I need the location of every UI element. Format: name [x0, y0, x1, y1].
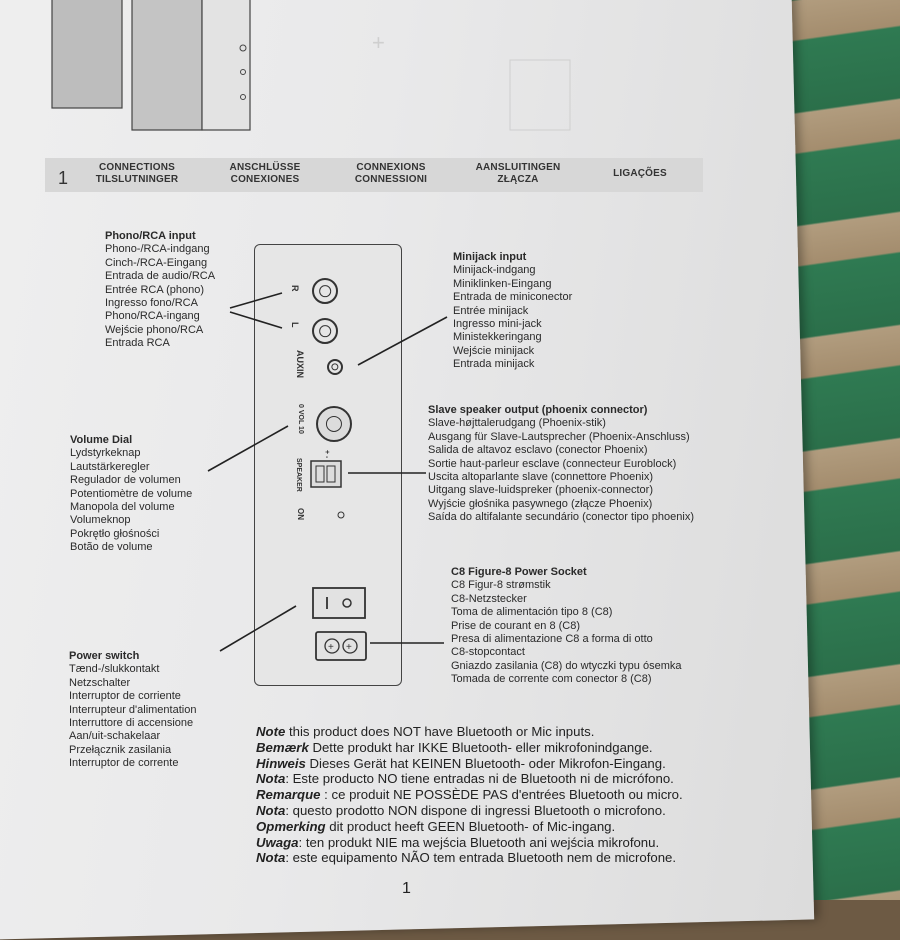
volume-line: Lautstärkeregler [70, 460, 150, 473]
section-number: 1 [58, 168, 69, 188]
phono-line: Wejście phono/RCA [105, 323, 204, 336]
note-line: Nota: este equipamento NÃO tem entrada Bluetooth nem de microfone. [256, 850, 677, 866]
svg-text:+: + [346, 642, 352, 653]
slave-line: Slave-højttalerudgang (Phoenix-stik) [428, 417, 606, 430]
header-col-connexions: CONNEXIONS CONNESSIONI [354, 162, 428, 185]
note-line: Uwaga: ten produkt NIE ma wejścia Bluetooth ani wejścia mikrofonu. [256, 834, 660, 850]
minijack-line: Entrée minijack [453, 304, 529, 317]
c8-line: Prise de courant en 8 (C8) [451, 619, 581, 632]
volume-title: Volume Dial [70, 434, 133, 446]
svg-text:+: + [328, 642, 334, 653]
slave-line: Sortie haut-parleur esclave (connecteur Euroblock) [428, 457, 677, 470]
note-line: Remarque : ce produit NE POSSÈDE PAS d'entrées Bluetooth ou micro. [256, 787, 683, 803]
minijack-line: Minijack-indgang [453, 264, 536, 277]
phono-line: Ingresso fono/RCA [105, 297, 198, 310]
volume-line: Pokrętło głośności [70, 527, 160, 540]
minijack-line: Wejście minijack [453, 344, 535, 357]
phono-title: Phono/RCA input [105, 230, 196, 242]
power-line: Tænd-/slukkontakt [69, 663, 160, 676]
power-line: Interruptor de corriente [69, 690, 181, 703]
c8-line: Gniazdo zasilania (C8) do wtyczki typu ósemka [451, 659, 682, 672]
power-line: Interruttore di accensione [69, 717, 194, 730]
header-col-anschlusse: ANSCHLÜSSE CONEXIONES [229, 162, 301, 185]
power-line: Przełącznik zasilania [69, 743, 172, 756]
minijack-line: Ministekkeringang [453, 331, 542, 344]
label-on: ON [296, 508, 305, 520]
label-r: R [290, 285, 300, 292]
phono-line: Entrada RCA [105, 337, 170, 350]
slave-line: Uscita altoparlante slave (connettore Phoenix) [428, 471, 654, 484]
power-line: Interruptor de corrente [69, 757, 179, 770]
c8-line: C8 Figur-8 strømstik [451, 579, 551, 592]
note-line: Nota: Este producto NO tiene entradas ni de Bluetooth ni de micrófono. [256, 771, 674, 787]
minijack-line: Entrada minijack [453, 358, 535, 371]
phono-line: Phono/RCA-ingang [105, 310, 200, 323]
header-col-aansluitingen: AANSLUITINGEN ZŁĄCZA [475, 162, 561, 185]
volume-line: Potentiomètre de volume [70, 487, 193, 500]
power-line: Interrupteur d'alimentation [69, 703, 197, 716]
c8-line: Tomada de corrente com conector 8 (C8) [451, 673, 652, 686]
phono-line: Cinch-/RCA-Eingang [105, 256, 208, 269]
note-line: Nota: questo prodotto NON dispone di ingressi Bluetooth o microfono. [256, 802, 666, 818]
phono-line: Phono-/RCA-indgang [105, 243, 210, 256]
volume-line: Regulador de volumen [70, 474, 181, 487]
power-title: Power switch [69, 650, 140, 662]
label-auxin: AUXIN [295, 350, 305, 379]
c8-line: C8-stopcontact [451, 646, 525, 659]
volume-line: Volumeknop [70, 514, 131, 527]
note-line: Note this product does NOT have Bluetooth or Mic inputs. [256, 724, 595, 739]
slave-line: Uitgang slave-luidspreker (phoenix-connector) [428, 484, 654, 497]
minijack-title: Minijack input [453, 251, 527, 263]
minijack-line: Ingresso mini-jack [453, 318, 542, 331]
volume-line: Manopola del volume [70, 501, 175, 514]
note-line: Hinweis Dieses Gerät hat KEINEN Bluetooth- oder Mikrofon-Eingang. [256, 755, 666, 771]
header-col-ligacoes: LIGAÇÕES [613, 168, 667, 179]
minijack-line: Entrada de miniconector [453, 291, 573, 304]
volume-line: Lydstyrkeknap [70, 447, 141, 460]
power-line: Netzschalter [69, 676, 131, 689]
header-col-connections: CONNECTIONS TILSLUTNINGER [95, 162, 179, 185]
slave-title: Slave speaker output (phoenix connector) [428, 404, 648, 416]
c8-line: Toma de alimentación tipo 8 (C8) [451, 606, 613, 619]
slave-line: Wyjście głośnika pasywnego (złącze Phoenix) [428, 497, 653, 510]
volume-line: Botão de volume [70, 541, 153, 554]
note-line: Opmerking dit product heeft GEEN Bluetooth- of Mic-ingang. [256, 818, 616, 834]
slave-line: Salida de altavoz esclavo (conector Phoenix) [428, 444, 648, 457]
phono-line: Entrée RCA (phono) [105, 283, 205, 296]
slave-line: Saída do altifalante secundário (conector tipo phoenix) [428, 511, 695, 524]
power-line: Aan/uit-schakelaar [69, 730, 161, 743]
label-vol: 0 VOL 10 [297, 404, 304, 434]
slave-line: Ausgang für Slave-Lautsprecher (Phoenix-Anschluss) [428, 430, 690, 443]
note-line: Bemærk Dette produkt har IKKE Bluetooth- eller mikrofonindgange. [256, 739, 653, 755]
label-plus-minus: + - [323, 450, 330, 459]
label-l: L [290, 322, 300, 328]
c8-line: Presa di alimentazione C8 a forma di otto [451, 633, 653, 646]
c8-title: C8 Figure-8 Power Socket [451, 566, 587, 578]
phono-line: Entrada de audio/RCA [105, 270, 216, 283]
c8-line: C8-Netzstecker [451, 592, 527, 605]
page-number: 1 [402, 880, 411, 897]
svg-text:+: + [372, 30, 385, 55]
minijack-line: Miniklinken-Eingang [453, 277, 552, 290]
label-speaker: SPEAKER [295, 458, 302, 492]
bluetooth-note-block [256, 724, 683, 866]
